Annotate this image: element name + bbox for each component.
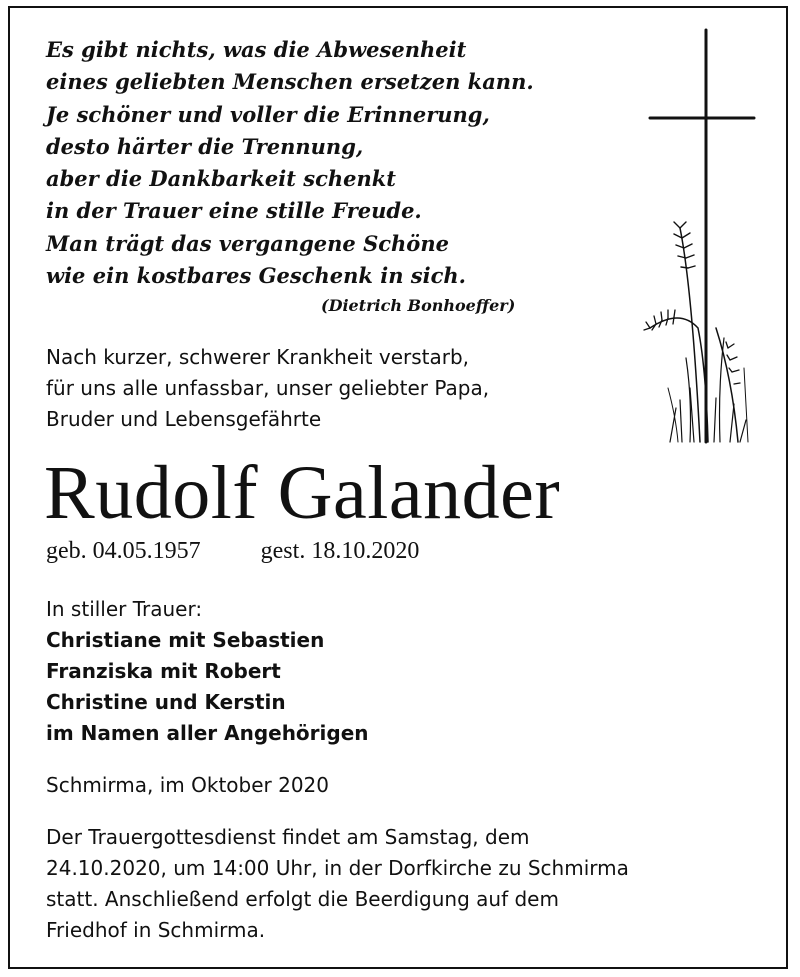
service-line: statt. Anschließend erfolgt die Beerdigung auf dem [46, 887, 559, 911]
place-date: Schmirma, im Oktober 2020 [46, 773, 330, 797]
mourners-heading: In stiller Trauer: [46, 597, 203, 621]
poem-line: desto härter die Trennung, [46, 133, 364, 159]
poem [46, 34, 534, 292]
birth-date: geb. 04.05.1957 [46, 538, 201, 564]
mourner-name: Christine und Kerstin [46, 690, 286, 714]
poem-attribution: (Dietrich Bonhoeffer) [321, 296, 516, 315]
poem-line: aber die Dankbarkeit schenkt [46, 166, 397, 192]
mourner-name: Christiane mit Sebastien [46, 628, 325, 652]
poem-line: wie ein kostbares Geschenk in sich. [46, 263, 466, 289]
mourners-block [46, 594, 369, 749]
death-date: gest. 18.10.2020 [260, 538, 420, 564]
poem-line: eines geliebten Menschen ersetzen kann. [46, 69, 534, 95]
service-info [46, 822, 629, 946]
poem-line: in der Trauer eine stille Freude. [46, 198, 422, 224]
intro-line: Nach kurzer, schwerer Krankheit verstarb, [46, 345, 470, 369]
mourner-name: Franziska mit Robert [46, 659, 281, 683]
mourner-name: im Namen aller Angehörigen [46, 721, 369, 745]
cross-with-wheat-icon [620, 28, 760, 448]
poem-line: Je schöner und voller die Erinnerung, [46, 101, 490, 127]
service-line: Friedhof in Schmirma. [46, 918, 266, 942]
service-line: 24.10.2020, um 14:00 Uhr, in der Dorfkirche zu Schmirma [46, 856, 629, 880]
poem-line: Es gibt nichts, was die Abwesenheit [46, 37, 467, 62]
intro-text [46, 342, 489, 435]
deceased-name: Rudolf Galander [44, 451, 561, 535]
intro-line: Bruder und Lebensgefährte [46, 407, 322, 431]
intro-line: für uns alle unfassbar, unser geliebter Papa, [46, 376, 490, 400]
life-dates [46, 538, 419, 565]
poem-line: Man trägt das vergangene Schöne [46, 230, 449, 256]
service-line: Der Trauergottesdienst findet am Samstag, dem [46, 825, 530, 849]
